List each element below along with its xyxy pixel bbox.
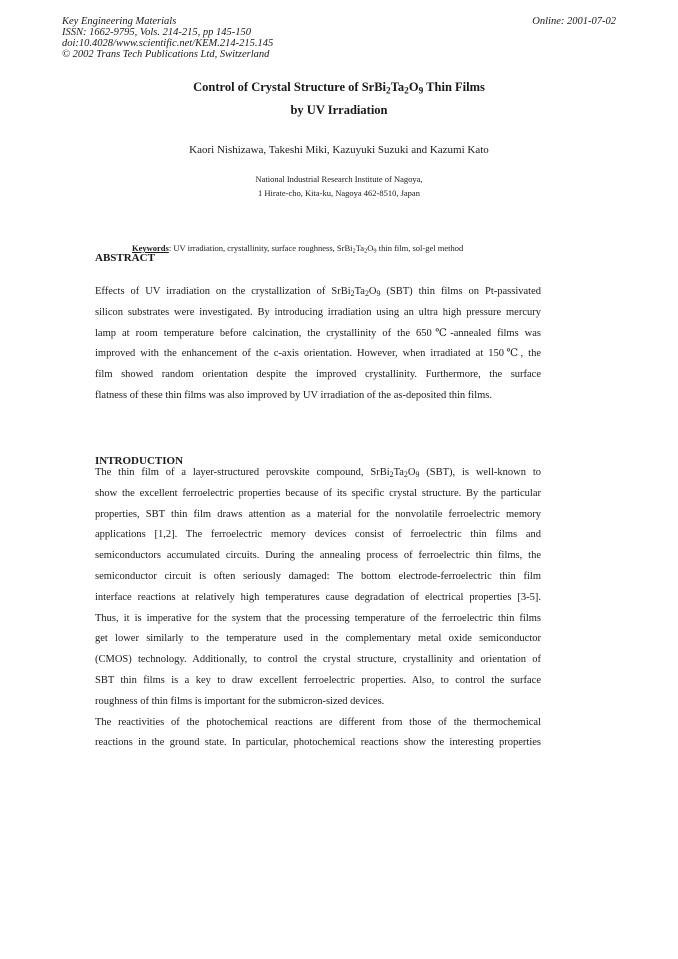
text-line: reactions in the ground state. In particular, photochemical reactions show the interesting properties	[95, 737, 541, 749]
text-line: (CMOS) technology. Additionally, to control the crystal structure, crystallinity and orientation of	[95, 654, 541, 666]
text-line: improved with the enhancement of the c-axis orientation. However, when irradiated at 150℃, the	[95, 348, 541, 360]
text-line: semiconductors accumulated circuits. During the annealing process of ferroelectric thin films, the	[95, 550, 541, 562]
journal-name: Key Engineering Materials	[62, 16, 177, 27]
text-line: The thin film of a layer-structured perovskite compound, $SrBi_2Ta_2O_9$ (SBT), is well-known to	[95, 467, 541, 479]
text-line: The reactivities of the photochemical reactions are different from those of the thermochemical	[95, 716, 541, 728]
text-line: film showed random orientation despite the improved crystallinity. Furthermore, the surface	[95, 369, 541, 381]
journal-copyright: © 2002 Trans Tech Publications Ltd, Switzerland	[62, 49, 270, 60]
text-line: show the excellent ferroelectric properties because of its specific crystal structure. By the particular	[95, 487, 541, 499]
text-line: SBT thin films is a key to draw excellent ferroelectric properties. Also, to control the surface	[95, 674, 541, 686]
text-line: Thus, it is imperative for the system that the processing temperature of the ferroelectric thin films	[95, 612, 541, 624]
paper-title-line1: Control of Crystal Structure of $SrBi_2Ta_2O_9$ Thin Films	[193, 80, 485, 97]
introduction-heading: INTRODUCTION	[95, 455, 184, 467]
text-line: flatness of these thin films was also improved by UV irradiation of the as-deposited thin films.	[95, 389, 492, 401]
text-line: lamp at room temperature before calcination, the crystallinity of the 650℃-annealed films was	[95, 327, 541, 339]
keywords-label: Keywords	[132, 243, 169, 253]
text-line: silicon substrates were investigated. By introducing irradiation using an ultra high pressure mercury	[95, 306, 541, 318]
text-line: properties, SBT thin film draws attention as a material for the nonvolatile ferroelectric memory	[95, 508, 541, 520]
affiliation-line: 1 Hirate-cho, Kita-ku, Nagoya 462-8510, Japan	[258, 188, 420, 198]
online-date: Online: 2001-07-02	[532, 16, 616, 27]
abstract-heading: ABSTRACT	[95, 252, 155, 264]
journal-header	[62, 16, 422, 60]
affiliation	[0, 172, 678, 200]
journal-doi: doi:10.4028/www.scientific.net/KEM.214-215.145	[62, 38, 274, 49]
author-list: Kaori Nishizawa, Takeshi Miki, Kazuyuki Suzuki and Kazumi Kato	[189, 144, 489, 156]
text-line: get lower similarly to the temperature used in the complementary metal oxide semiconductor	[95, 633, 541, 645]
introduction-body	[95, 463, 541, 754]
text-line: Effects of UV irradiation on the crystallization of $SrBi_2Ta_2O_9$ (SBT) thin films on Pt-passivated	[95, 286, 541, 298]
paper-title-line2: by UV Irradiation	[290, 103, 388, 117]
text-line: applications [1,2]. The ferroelectric memory devices consist of ferroelectric thin films and	[95, 529, 541, 541]
abstract-body	[95, 282, 541, 407]
text-line: interface reactions at relatively high temperatures cause degradation of electrical properties [3-5].	[95, 591, 541, 603]
text-line: semiconductor circuit is often seriously damaged: The bottom electrode-ferroelectric thin film	[95, 570, 541, 582]
keywords: Keywords: UV irradiation, crystallinity, surface roughness, $SrBi_2Ta_2O_9$ thin film, sol-gel method	[132, 243, 464, 255]
journal-issn: ISSN: 1662-9795, Vols. 214-215, pp 145-150	[62, 27, 251, 38]
affiliation-line: National Industrial Research Institute of Nagoya,	[255, 174, 423, 184]
text-line: roughness of thin films is important for the submicron-sized devices.	[95, 695, 385, 707]
